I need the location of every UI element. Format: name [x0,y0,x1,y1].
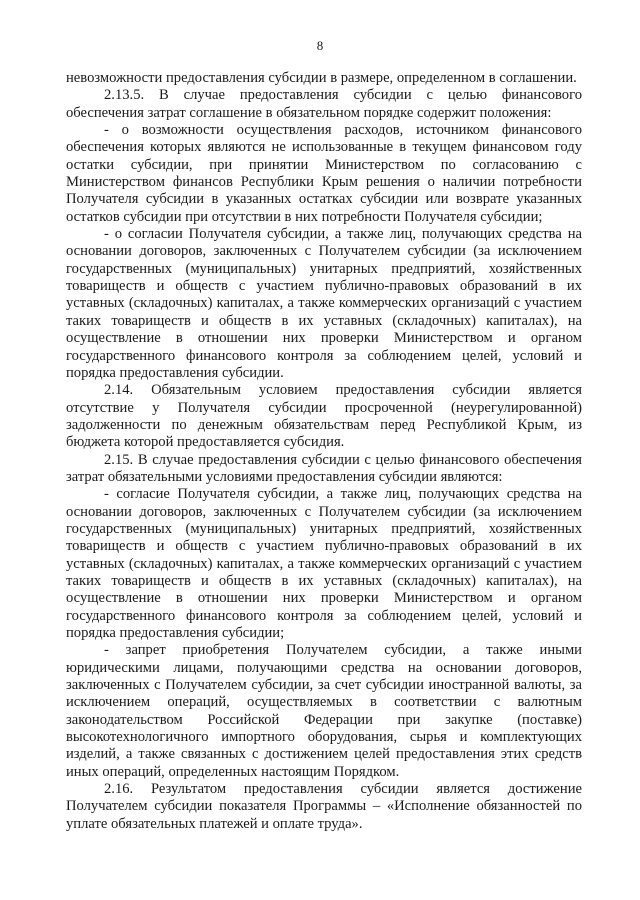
paragraph-2-13-5: 2.13.5. В случае предоставления субсидии с целью финансового обеспечения затрат соглашение в обязательном порядке содержит положения: [66,87,582,121]
paragraph-audit-consent: - о согласии Получателя субсидии, а также лиц, получающих средства на основании договоров, заключенных с Получателем субсидии (за исключением государственных (муниципальных) унитарных предприятий, хозяйственных товариществ и обществ с участием публично-правовых образований в их уставных (складочных) капиталах, а также коммерческих организаций с участием таких товариществ и обществ в их уставных (складочных) капиталах), на осуществление в отношении них проверки Министерством и органом государственного финансового контроля за соблюдением целей, условий и порядка предоставления субсидии. [66,226,582,381]
document-body [66,70,582,833]
paragraph-2-14: 2.14. Обязательным условием предоставления субсидии является отсутствие у Получателя субсидии просроченной (неурегулированной) задолженности по денежным обязательствам перед Республикой Крым, из бюджета которой предоставляется субсидия. [66,382,582,451]
paragraph-consent: - согласие Получателя субсидии, а также лиц, получающих средства на основании договоров, заключенных с Получателем субсидии (за исключением государственных (муниципальных) унитарных предприятий, хозяйственных товариществ и обществ с участием публично-правовых образований в их уставных (складочных) капиталах, а также коммерческих организаций с участием таких товариществ и обществ в их уставных (складочных) капиталах), на осуществление в отношении них проверки Министерством и органом государственного финансового контроля за соблюдением целей, условий и порядка предоставления субсидии; [66,486,582,641]
paragraph-continuation: невозможности предоставления субсидии в размере, определенном в соглашении. [66,70,577,86]
page-number: 8 [316,38,324,53]
paragraph-2-15: 2.15. В случае предоставления субсидии с целью финансового обеспечения затрат обязательными условиями предоставления субсидии являются: [66,451,582,485]
paragraph-currency-ban: - запрет приобретения Получателем субсидии, а также иными юридическими лицами, получающими средства на основании договоров, заключенных с Получателем субсидии, за счет субсидии иностранной валюты, за исключением операций, осуществляемых в соответствии с валютным законодательством Российской Федерации при закупке (поставке) высокотехнологичного импортного оборудования, сырья и комплектующих изделий, а также связанных с достижением целей предоставления этих средств иных операций, определенных настоящим Порядком. [66,642,582,780]
paragraph-remaining-funds: - о возможности осуществления расходов, источником финансового обеспечения которых являются не использованные в текущем финансовом году остатки субсидии, при принятии Министерством по согласованию с Министерством финансов Республики Крым решения о наличии потребности Получателя субсидии в указанных остатках субсидии или возврате указанных остатков субсидии при отсутствии в них потребности Получателя субсидии; [66,122,582,225]
paragraph-2-16: 2.16. Результатом предоставления субсидии является достижение Получателем субсидии показателя Программы – «Исполнение обязанностей по уплате обязательных платежей и оплате труда». [66,781,582,832]
